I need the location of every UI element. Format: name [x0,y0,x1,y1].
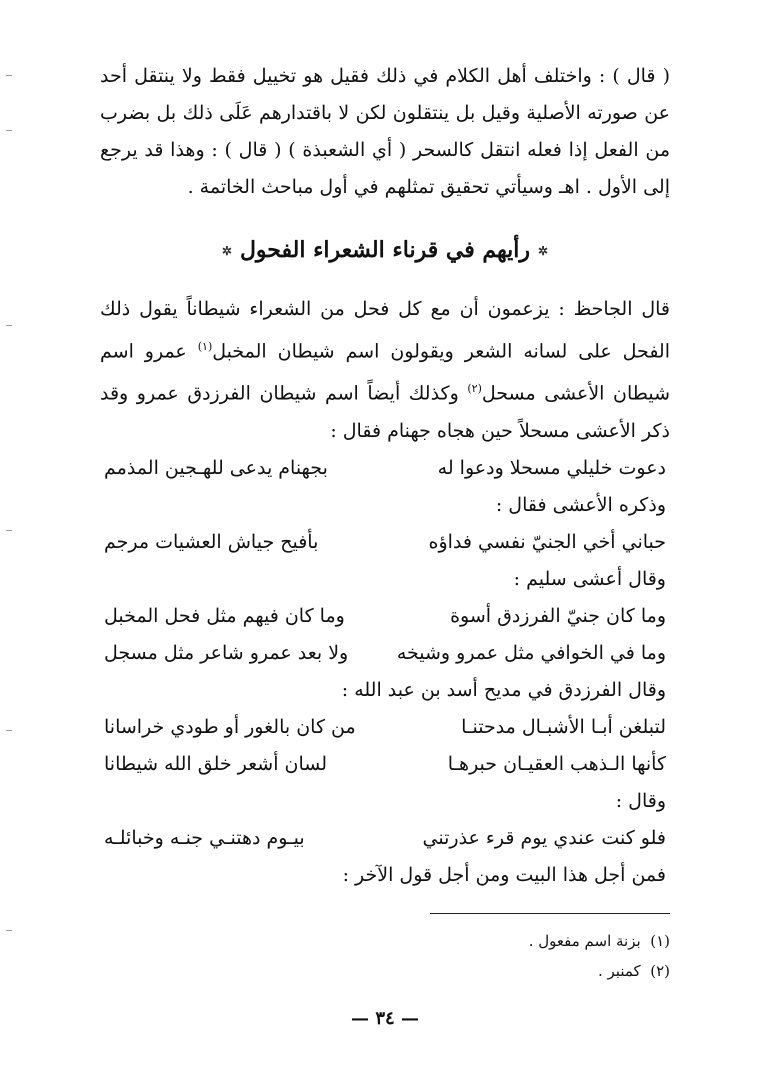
page-body [100,58,670,1029]
footnote-ref-2: (٢) [467,382,482,396]
verse-second-hemistich: لسان أشعر خلق الله شيطانا [104,752,328,775]
main-paragraph-part1: قال الجاحظ : يزعمون أن مع كل فحل من الشعراء شيطاناً يقول ذلك الفحل على لسانه الشعر ويقولون اسم شيطان المخبل [100,298,670,363]
verse-second-hemistich: وما كان فيهم مثل فحل المخبل [104,604,345,627]
verse-line [100,450,670,487]
star-icon: ✲ [538,244,549,258]
verse-first-hemistich: لتبلغن أبـا الأشبـال مدحتنـا [461,715,666,738]
verse-intro: فمن أجل هذا البيت ومن أجل قول الآخر : [342,863,666,886]
margin-mark [6,530,12,531]
verse-first-hemistich: فلو كنت عندي يوم قرء عذرتني [422,826,666,849]
verse-intro: وقال : [615,789,666,812]
verse-first-hemistich: كأنها الـذهب العقيـان حبرهـا [447,752,666,775]
verse-first-hemistich: دعوت خليلي مسحلا ودعوا له [437,456,666,479]
footnote-number: (٢) [650,962,670,980]
verse-second-hemistich: بيـوم دهتنـي جنـه وخبائلـه [104,826,305,849]
verse-first-hemistich: وما كان جنيّ الفرزدق أسوة [450,604,666,627]
verse-second-hemistich: بأفيح جياش العشيات مرجم [104,530,319,553]
main-paragraph-part3: وكذلك أيضاً اسم شيطان الفرزدق عمرو وقد ذكر الأعشى مسحلاً حين هجاه جهنام فقال : [100,382,670,442]
footnote-item [100,926,670,956]
main-paragraph-part2: عمرو اسم شيطان الأعشى مسحل [100,340,670,405]
footnote-divider [430,913,670,914]
verse-line [100,709,670,746]
footnote-item [100,956,670,986]
verse-line [100,598,670,635]
section-heading-text: رأيهم في قرناء الشعراء الفحول [239,237,531,263]
verse-second-hemistich: بجهنام يدعى للهـجين المذمم [104,456,328,479]
verse-line [100,746,670,783]
verse-line [100,524,670,561]
verse-line [100,635,670,672]
section-heading [100,230,670,271]
verse-first-hemistich: وما في الخوافي مثل عمرو وشيخه [396,641,666,664]
footnotes [100,926,670,986]
intro-paragraph: ( قال ) : واختلف أهل الكلام في ذلك فقيل هو تخييل فقط ولا ينتقل أحد عن صورته الأصلية وقيل بل ينتقلون لكن لا باقتدارهم عَلَى ذلك بل بضرب من الفعل إذا فعله انتقل كالسحر ( أي الشعبذة ) ( قال ) : وهذا قد يرجع إلى الأول . اهـ وسيأتي تحقيق تمثلهم في أول مباحث الخاتمة . [100,65,670,198]
verse-intro: وقال الفرزدق في مديح أسد بن عبد الله : [341,678,666,701]
footnote-number: (١) [650,932,670,950]
verse-first-hemistich: حباني أخي الجنيّ نفسي فداؤه [428,530,666,553]
margin-mark [6,130,12,131]
verse-intro: وذكره الأعشى فقال : [495,493,666,516]
verse-line [100,820,670,857]
margin-mark [6,325,12,326]
star-icon: ✲ [221,244,232,258]
verse-intro: وقال أعشى سليم : [513,567,666,590]
footnote-text: كمنبر . [597,962,641,980]
main-paragraph [100,291,670,450]
margin-mark [6,730,12,731]
verse-second-hemistich: ولا بعد عمرو شاعر مثل مسجل [104,641,349,664]
verse-second-hemistich: من كان بالغور أو طودي خراسانا [104,715,356,738]
footnote-ref-1: (١) [197,340,213,353]
margin-mark [6,930,12,931]
footnote-text: بزنة اسم مفعول . [528,932,641,950]
margin-mark [6,75,12,76]
page-number: — ٣٤ — [351,1008,419,1029]
